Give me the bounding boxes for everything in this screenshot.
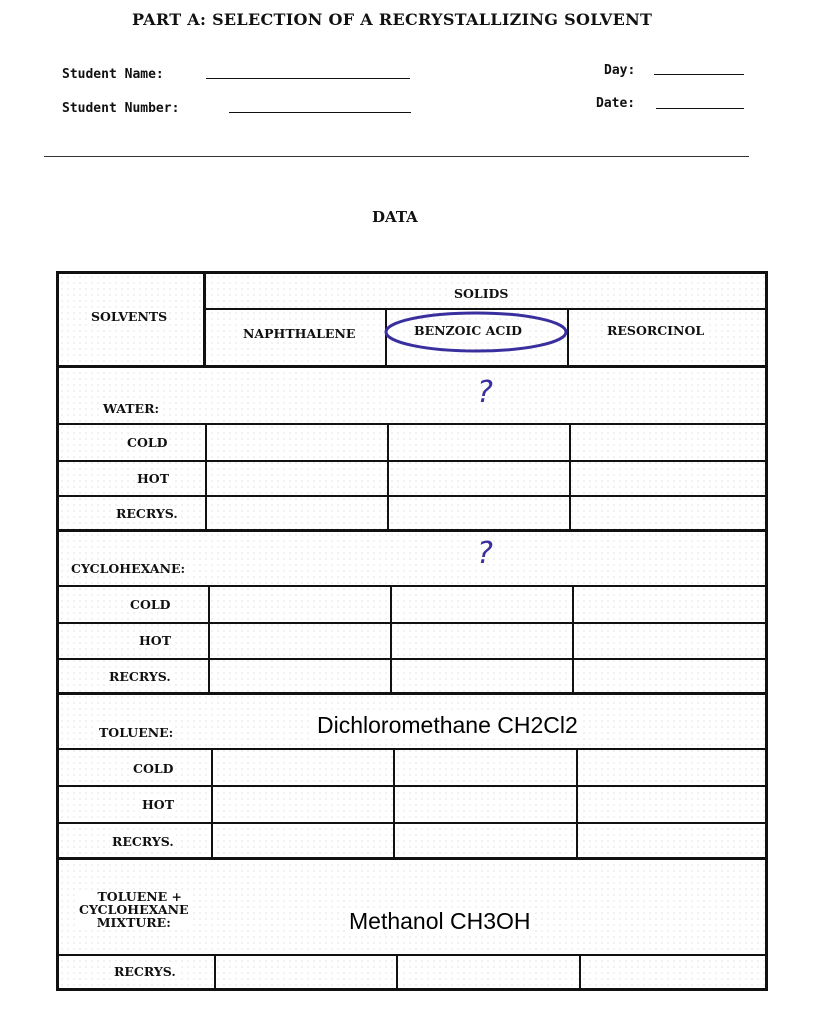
day-field[interactable] — [654, 74, 744, 75]
question-mark-cyclohexane: ? — [477, 536, 493, 571]
row-line — [59, 495, 765, 497]
mixture-line-1: TOLUENE + — [97, 889, 183, 904]
solid-naphthalene: NAPHTHALENE — [243, 326, 356, 341]
mixture-recrys-label: RECRYS. — [114, 964, 176, 979]
row-line — [59, 622, 765, 624]
question-mark-water: ? — [477, 375, 493, 410]
section-line — [59, 692, 765, 695]
col-line — [390, 585, 392, 694]
col-line — [393, 748, 395, 859]
solid-resorcinol: RESORCINOL — [607, 323, 705, 338]
date-field[interactable] — [656, 108, 744, 109]
row-line — [59, 748, 765, 750]
toluene-recrys-label: RECRYS. — [112, 834, 174, 849]
solvent-cyclohexane: CYCLOHEXANE: — [71, 561, 186, 576]
water-recrys-label: RECRYS. — [116, 506, 178, 521]
benzoic-acid-circle — [381, 308, 571, 358]
date-label: Date: — [596, 96, 636, 111]
row-line — [59, 954, 765, 956]
toluene-replacement-note: Dichloromethane CH2Cl2 — [313, 712, 582, 739]
page-title: PART A: SELECTION OF A RECRYSTALLIZING SOLVENT — [132, 10, 653, 29]
header-bottom-line — [59, 365, 765, 368]
row-line — [59, 460, 765, 462]
cyclohexane-cold-label: COLD — [130, 597, 171, 612]
mixture-replacement-note: Methanol CH3OH — [345, 908, 535, 935]
solvent-mixture — [77, 890, 191, 929]
day-label: Day: — [604, 63, 636, 78]
col-line — [396, 954, 398, 991]
student-name-label: Student Name: — [62, 67, 164, 82]
col-line — [569, 423, 571, 531]
row-line — [59, 658, 765, 660]
row-line — [59, 822, 765, 824]
data-heading: DATA — [372, 208, 418, 226]
row-line — [59, 785, 765, 787]
section-line — [59, 857, 765, 860]
row-line — [59, 585, 765, 587]
header-divider — [44, 156, 749, 157]
solvent-water: WATER: — [103, 401, 160, 416]
cyclohexane-recrys-label: RECRYS. — [109, 669, 171, 684]
toluene-cold-label: COLD — [133, 761, 174, 776]
toluene-hot-label: HOT — [142, 797, 175, 812]
data-table — [56, 271, 768, 991]
mixture-line-2: CYCLOHEXANE — [79, 902, 189, 917]
student-number-label: Student Number: — [62, 101, 180, 116]
col-line — [208, 585, 210, 694]
cyclohexane-hot-label: HOT — [139, 633, 172, 648]
col-line — [211, 748, 213, 859]
col-line — [579, 954, 581, 991]
water-hot-label: HOT — [137, 471, 170, 486]
header-vertical-line — [203, 274, 206, 367]
col-line — [576, 748, 578, 859]
student-number-field[interactable] — [229, 112, 411, 113]
section-line — [59, 529, 765, 532]
col-line — [214, 954, 216, 991]
solvent-toluene: TOLUENE: — [99, 725, 174, 740]
col-line — [205, 423, 207, 531]
col-line — [387, 423, 389, 531]
solids-header: SOLIDS — [454, 286, 509, 301]
solid-benzoic-acid: BENZOIC ACID — [414, 323, 523, 338]
solvents-header: SOLVENTS — [91, 309, 168, 324]
water-cold-label: COLD — [127, 435, 168, 450]
row-line — [59, 423, 765, 425]
col-line — [572, 585, 574, 694]
student-name-field[interactable] — [206, 78, 410, 79]
mixture-line-3: MIXTURE: — [96, 915, 171, 930]
